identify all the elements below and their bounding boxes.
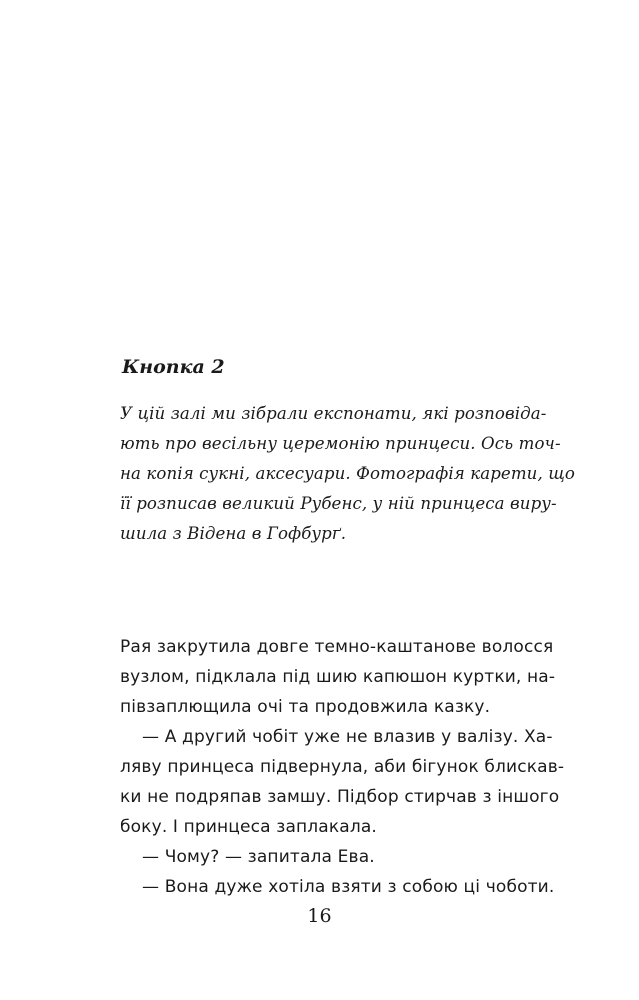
story-line: ки не подряпав замшу. Підбор стирчав з іншого [120,787,560,807]
section-title: Кнопка 2 [122,356,225,378]
audio-guide-line: шила з Відена в Гофбурґ. [120,524,347,543]
story-line: — А другий чобіт уже не влазив у валізу. Ха- [142,727,553,747]
story-line: вузлом, підклала під шию капюшон куртки, на- [120,667,556,687]
audio-guide-line: на копія сукні, аксесуари. Фотографія карети, що [120,464,576,483]
audio-guide-line: У цій залі ми зібрали експонати, які розповіда- [120,404,547,423]
page-number: 16 [307,905,332,927]
story-line: ляву принцеса підвернула, аби бігунок блискав- [120,757,565,777]
story-line: Рая закрутила довге темно-каштанове волосся [120,637,554,657]
audio-guide-line: її розписав великий Рубенс, у ній принцеса виру- [120,494,557,513]
story-line: — Вона дуже хотіла взяти з собою ці чоботи. [142,877,555,897]
audio-guide-line: ють про весільну церемонію принцеси. Ось точ- [120,434,561,453]
story-line: — Чому? — запитала Ева. [142,847,375,867]
story-line: боку. І принцеса заплакала. [120,817,377,837]
story-line: півзаплющила очі та продовжила казку. [120,697,491,717]
